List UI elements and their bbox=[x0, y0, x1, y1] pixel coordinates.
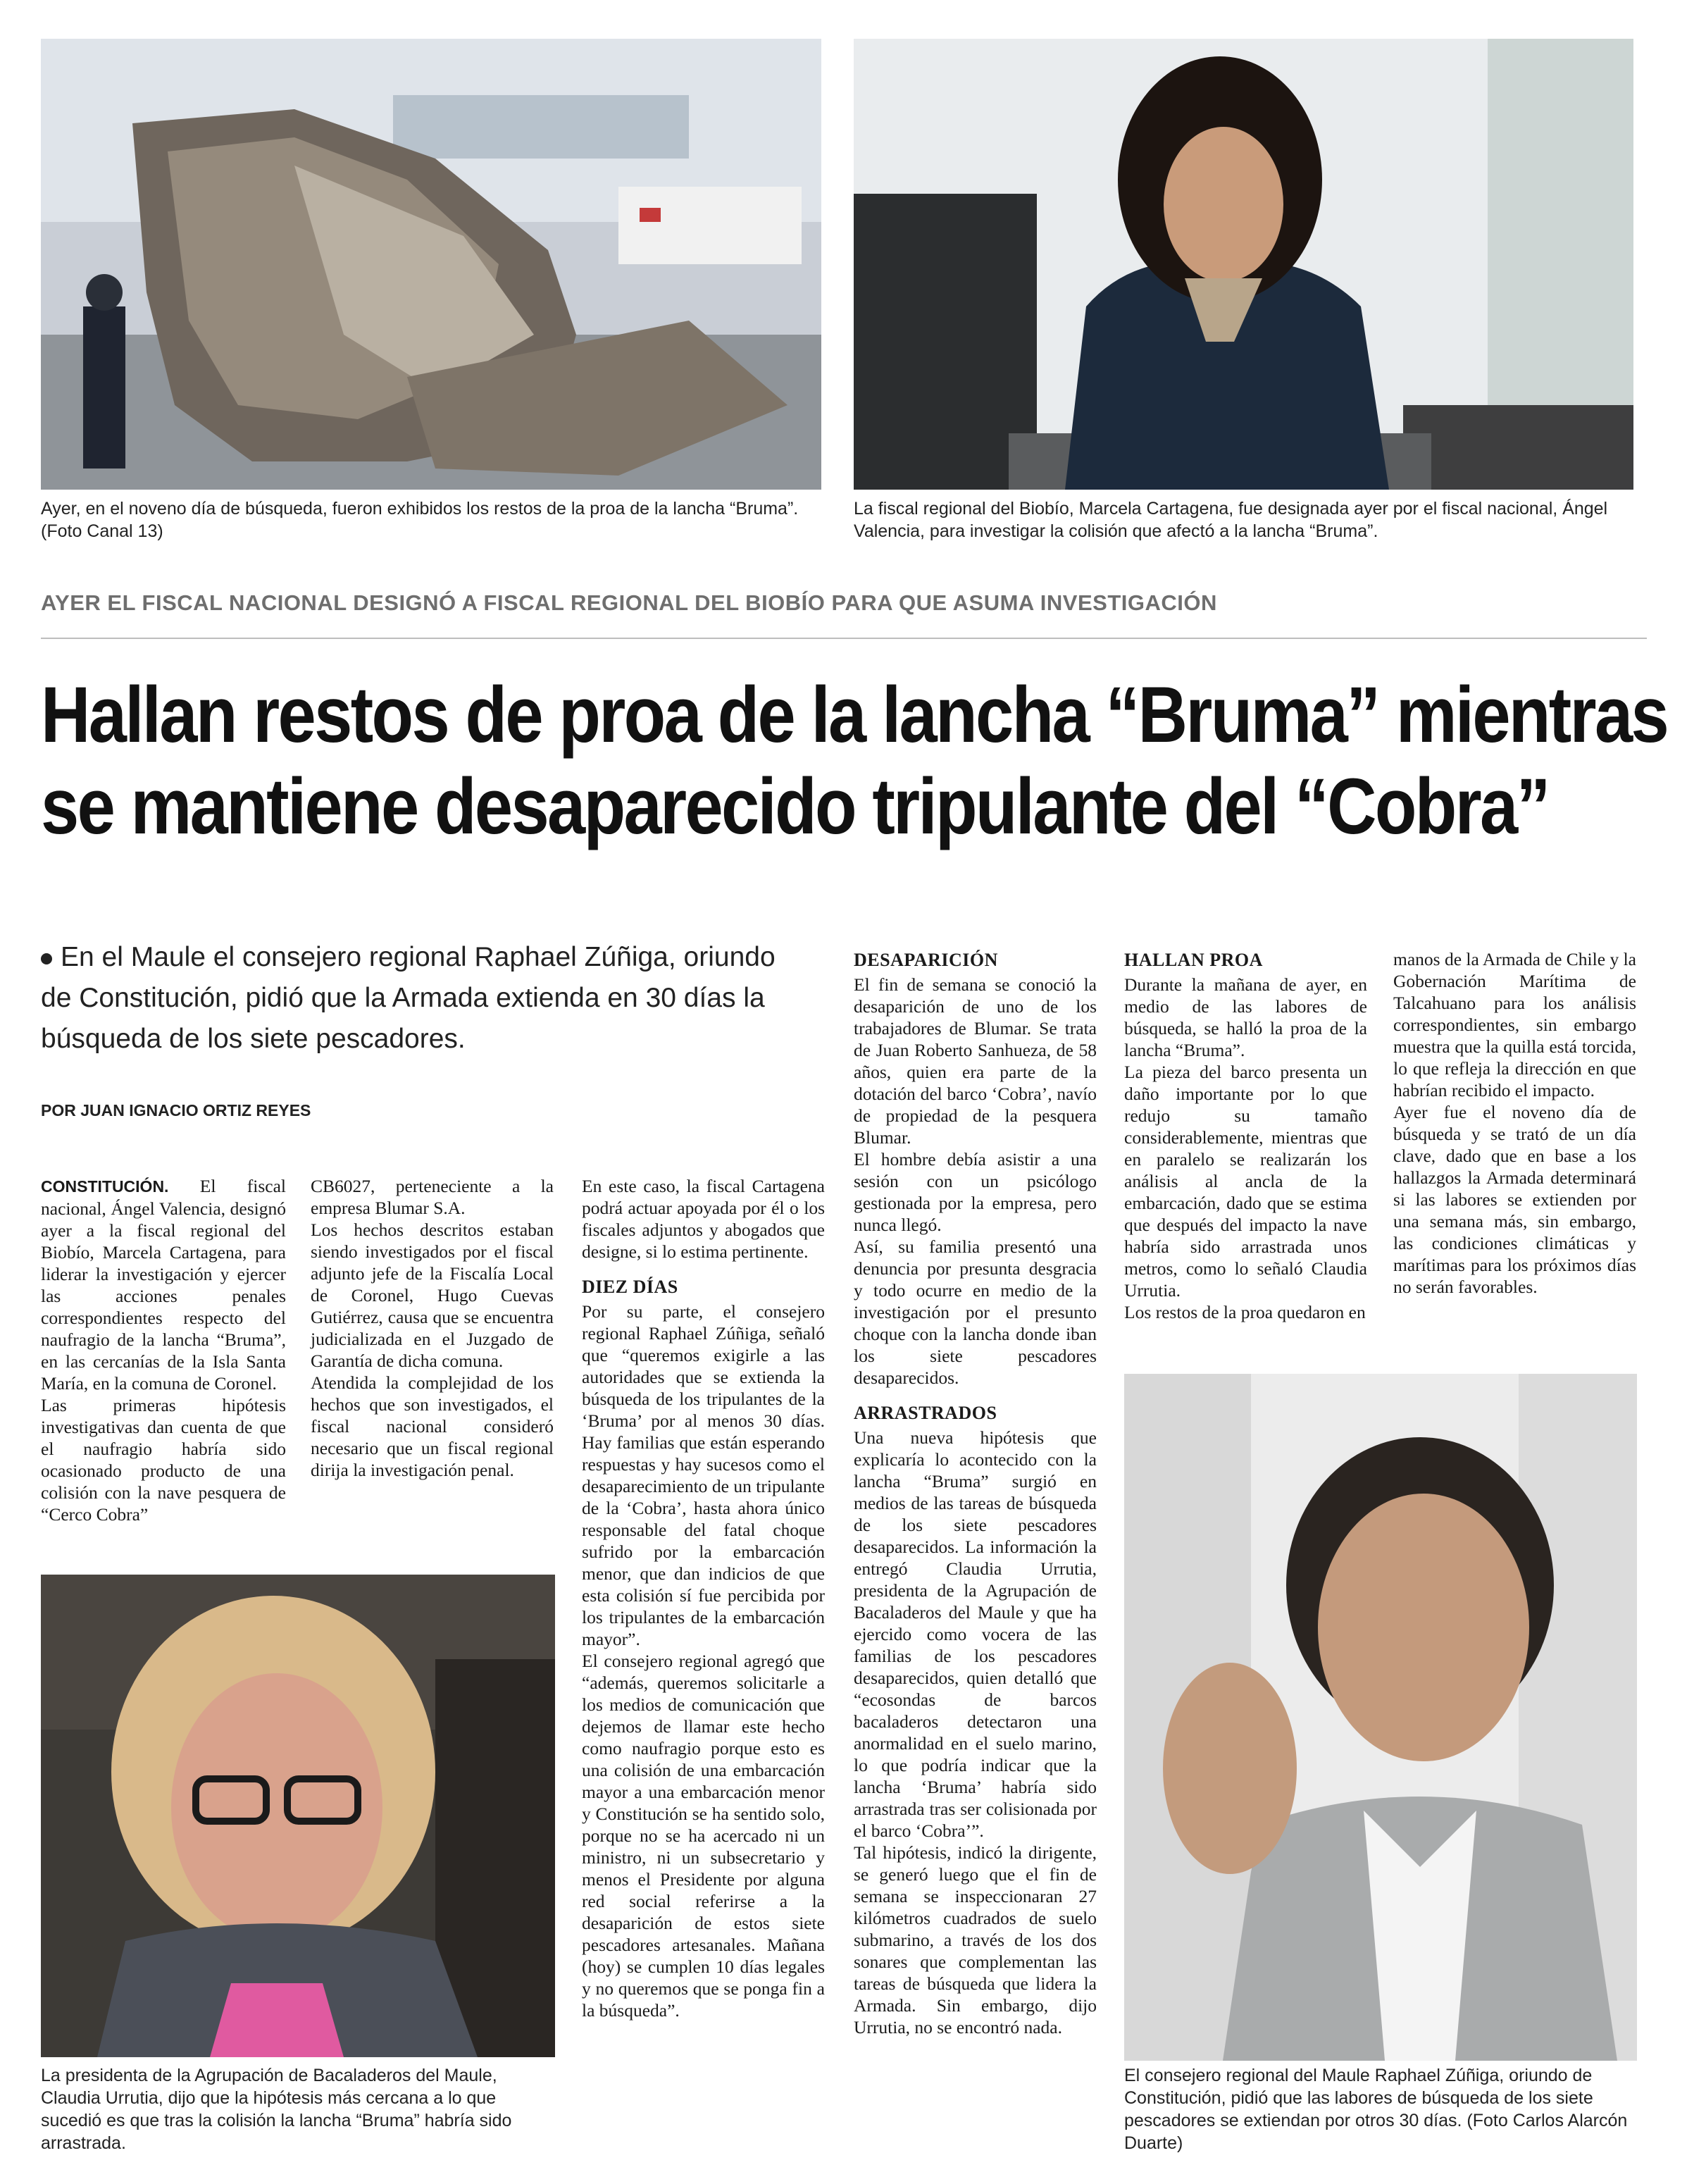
subhead-diez-dias: DIEZ DÍAS bbox=[582, 1277, 678, 1297]
body-paragraph: El hombre debía asistir a una sesión con un psicólogo gestionada por la empresa, pero nunca llegó. bbox=[854, 1149, 1097, 1235]
president-caption-text: La presidenta de la Agrupación de Bacaladeros del Maule, Claudia Urrutia, dijo que la hipótesis más cercana a lo que sucedió es que tras la colisión la lancha “Bruma” habría sido arrastrada. bbox=[41, 2066, 512, 2153]
body-paragraph bbox=[41, 1175, 286, 1394]
body-paragraph: Los restos de la proa quedaron en bbox=[1124, 1302, 1366, 1322]
body-paragraph: manos de la Armada de Chile y la Gobernación Marítima de Talcahuano para los análisis correspondientes, sin embargo muestra que la quilla está torcida, lo que refleja la dirección en que habrían recibido el impacto. bbox=[1393, 949, 1636, 1100]
body-column-3 bbox=[582, 1175, 825, 2021]
president-photo bbox=[41, 1575, 555, 2057]
subhead-arrastrados: ARRASTRADOS bbox=[854, 1403, 997, 1423]
prosecutor-caption bbox=[854, 497, 1629, 542]
body-paragraph: Los hechos descritos estaban siendo investigados por el fiscal adjunto jefe de la Fiscalía Local de Coronel, Hugo Cuevas Gutiérrez, causa que se encuentra judicializada en el Juzgado de Garantía de dicha comuna. bbox=[311, 1220, 554, 1371]
body-column-5 bbox=[1124, 948, 1367, 1323]
body-column-2 bbox=[311, 1175, 554, 1481]
headline-line-2: se mantiene desaparecido tripulante del “Cobra” bbox=[41, 762, 1549, 850]
body-text: El fiscal nacional, Ángel Valencia, designó ayer a la fiscal regional del Biobío, Marcela Cartagena, para liderar la investigación y ejercer las acciones penales correspondientes respecto del naufragio de la lancha “Bruma”, en las cercanías de la Isla Santa María, en la comuna de Coronel. bbox=[41, 1176, 286, 1394]
boat-wreck-caption bbox=[41, 497, 816, 542]
body-paragraph: Por su parte, el consejero regional Raphael Zúñiga, señaló que “queremos exigirle a las autoridades que se extienda la búsqueda de los tripulantes de la ‘Bruma’ por al menos 30 días. Hay familias que están esperando respuestas y hay sucesos como el desaparecimiento de un tripulante de la ‘Cobra’, hasta ahora único responsable del fatal choque sufrido por la embarcación menor, que dan indicios de que esta colisión sí fue percibida por los tripulantes de la embarcación mayor”. bbox=[582, 1301, 825, 1649]
councillor-caption bbox=[1124, 2064, 1637, 2154]
body-paragraph: El fin de semana se conoció la desaparición de uno de los trabajadores de Blumar. Se trata de Juan Roberto Sanhueza, de 58 años, quien era parte de la dotación del barco ‘Cobra’, navío de propiedad de la pesquera Blumar. bbox=[854, 974, 1097, 1148]
councillor-caption-text: El consejero regional del Maule Raphael Zúñiga, oriundo de Constitución, pidió que las labores de búsqueda de los siete pescadores se extiendan por otros 30 días. (Foto Carlos Alarcón Duarte) bbox=[1124, 2066, 1628, 2153]
article-headline bbox=[41, 669, 1668, 852]
body-paragraph: En este caso, la fiscal Cartagena podrá actuar apoyada por él o los fiscales adjuntos y abogados que designe, si lo estima pertinente. bbox=[582, 1176, 825, 1262]
prosecutor-photo bbox=[854, 39, 1633, 490]
subhead-desaparicion: DESAPARICIÓN bbox=[854, 950, 998, 970]
body-paragraph: Una nueva hipótesis que explicaría lo acontecido con la lancha “Bruma” surgió en medios de las tareas de búsqueda de los siete pescadores desaparecidos. La información la entregó Claudia Urrutia, presidenta de la Agrupación de Bacaladeros del Maule y que ha ejercido como vocera de las familias de los pescadores desaparecidos, quien detalló que “ecosondas de barcos bacaladeros detectaron una anormalidad en el suelo marino, lo que podría indicar que la lancha ‘Bruma’ habría sido arrastrada tras ser colisionada por el barco ‘Cobra’”. bbox=[854, 1427, 1097, 1841]
article-kicker: AYER EL FISCAL NACIONAL DESIGNÓ A FISCAL REGIONAL DEL BIOBÍO PARA QUE ASUMA INVESTIGACIÓN bbox=[41, 590, 1217, 615]
body-column-4 bbox=[854, 948, 1097, 2038]
body-paragraph: Durante la mañana de ayer, en medio de las labores de búsqueda, se halló la proa de la lancha “Bruma”. bbox=[1124, 974, 1367, 1060]
boat-wreck-photo bbox=[41, 39, 821, 490]
boat-wreck-caption-text: Ayer, en el noveno día de búsqueda, fueron exhibidos los restos de la proa de la lancha “Bruma”. (Foto Canal 13) bbox=[41, 499, 799, 541]
body-paragraph: Así, su familia presentó una denuncia por presunta desgracia y todo ocurre en medio de la investigación por el presunto choque con la lancha donde iban los siete pescadores desaparecidos. bbox=[854, 1236, 1097, 1388]
councillor-photo bbox=[1124, 1374, 1637, 2061]
kicker-divider bbox=[41, 638, 1647, 639]
body-paragraph: Ayer fue el noveno día de búsqueda y se trató de un día clave, dado que en base a los hallazgos la Armada determinará si las labores se extienden por una semana más, sin embargo, las condiciones climáticas y marítimas para los próximos días no serán favorables. bbox=[1393, 1102, 1636, 1297]
article-lead bbox=[41, 937, 802, 1060]
body-paragraph: La pieza del barco presenta un daño importante por lo que redujo su tamaño considerablemente, mientras que en paralelo se realizarán los análisis al ancla de la embarcación, dado que se estima que después del impacto la nave habría sido arrastrada unos metros, como lo señaló Claudia Urrutia. bbox=[1124, 1062, 1367, 1301]
lead-text: En el Maule el consejero regional Raphael Zúñiga, oriundo de Constitución, pidió que la Armada extienda en 30 días la búsqueda de los siete pescadores. bbox=[41, 942, 776, 1054]
prosecutor-caption-text: La fiscal regional del Biobío, Marcela Cartagena, fue designada ayer por el fiscal nacional, Ángel Valencia, para investigar la colisión que afectó a la lancha “Bruma”. bbox=[854, 499, 1608, 541]
president-caption bbox=[41, 2064, 555, 2154]
lead-bullet-icon bbox=[41, 953, 52, 964]
body-paragraph: CB6027, perteneciente a la empresa Blumar S.A. bbox=[311, 1176, 554, 1218]
body-paragraph: El consejero regional agregó que “además, queremos solicitarle a los medios de comunicación que dejemos de llamar este hecho como naufragio porque esto es una colisión de una embarcación mayor a una embarcación menor y Constitución se ha sentido solo, porque no se ha acercado ni un ministro, ni un subsecretario y menos el Presidente por alguna red social referirse a la desaparición de estos siete pescadores artesanales. Mañana (hoy) se cumplen 10 días legales y no queremos que se ponga fin a la búsqueda”. bbox=[582, 1651, 825, 2021]
body-paragraph: Atendida la complejidad de los hechos que son investigados, el fiscal nacional consideró necesario que un fiscal regional dirija la investigación penal. bbox=[311, 1372, 554, 1480]
body-column-6 bbox=[1393, 948, 1636, 1298]
article-byline: POR JUAN IGNACIO ORTIZ REYES bbox=[41, 1101, 311, 1119]
subhead-hallan-proa: HALLAN PROA bbox=[1124, 950, 1263, 970]
body-paragraph: Las primeras hipótesis investigativas dan cuenta de que el naufragio habría sido ocasionado producto de una colisión con la nave pesquera de “Cerco Cobra” bbox=[41, 1395, 286, 1525]
body-column-1 bbox=[41, 1175, 286, 1525]
headline-line-1: Hallan restos de proa de la lancha “Bruma” mientras bbox=[41, 671, 1668, 759]
body-paragraph: Tal hipótesis, indicó la dirigente, se generó luego que el fin de semana se inspeccionaran 27 kilómetros cuadrados de suelo submarino, a través de los dos sonares que complementan las tareas de búsqueda que lidera la Armada. Sin embargo, dijo Urrutia, no se encontró nada. bbox=[854, 1842, 1097, 2037]
dateline: CONSTITUCIÓN. bbox=[41, 1177, 169, 1196]
